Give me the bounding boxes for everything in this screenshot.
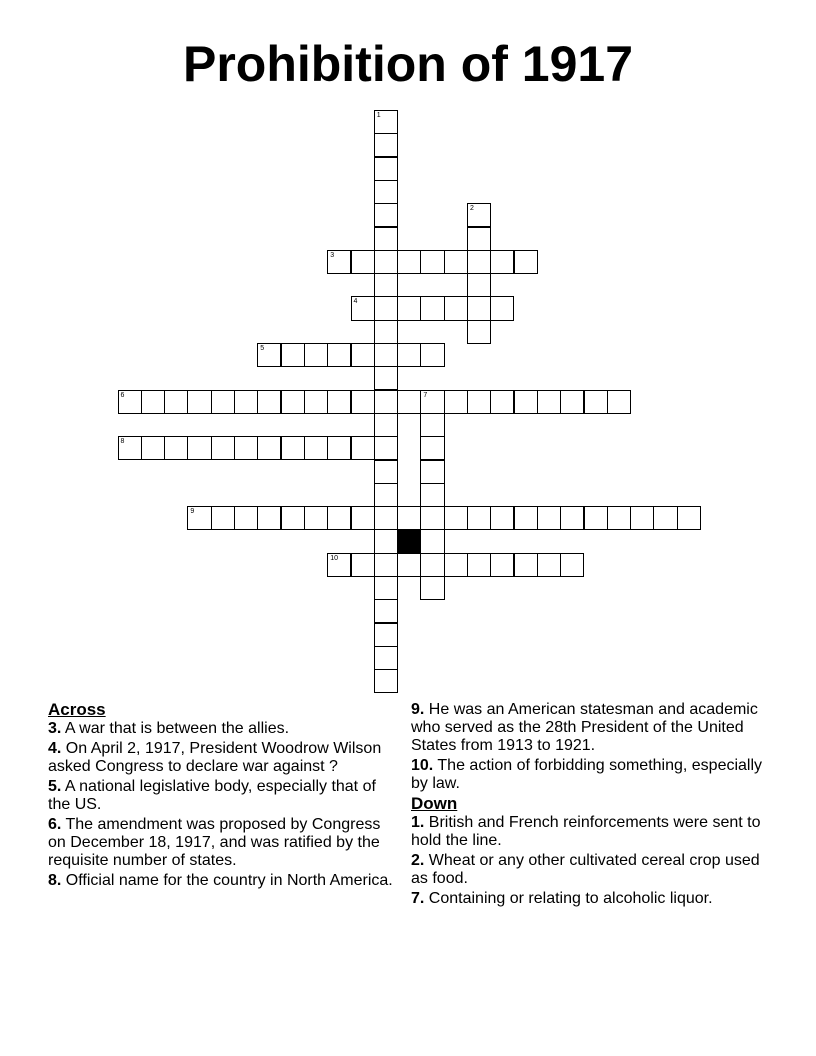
grid-cell[interactable] <box>374 529 398 553</box>
clue-number-label: 3 <box>330 251 335 259</box>
grid-cell[interactable] <box>351 390 375 414</box>
grid-cell[interactable] <box>374 390 398 414</box>
grid-cell[interactable] <box>327 390 351 414</box>
clue-number-label: 8 <box>120 438 125 446</box>
grid-cell[interactable] <box>374 343 398 367</box>
grid-cell[interactable] <box>211 506 235 530</box>
grid-cell[interactable] <box>397 250 421 274</box>
grid-cell[interactable] <box>490 506 514 530</box>
grid-cell[interactable] <box>467 506 491 530</box>
grid-cell[interactable] <box>187 390 211 414</box>
grid-cell[interactable] <box>677 506 701 530</box>
grid-cell[interactable] <box>281 343 305 367</box>
clue-text: A war that is between the allies. <box>64 720 290 737</box>
grid-cell[interactable] <box>444 250 468 274</box>
clue-across-4 <box>48 740 400 776</box>
grid-cell[interactable] <box>374 180 398 204</box>
clue-number: 7. <box>411 890 425 907</box>
grid-cell[interactable] <box>281 390 305 414</box>
clue-number-label: 10 <box>330 554 338 562</box>
grid-cell[interactable] <box>164 390 188 414</box>
grid-cell[interactable] <box>374 483 398 507</box>
grid-cell[interactable] <box>514 250 538 274</box>
grid-cell[interactable] <box>560 390 584 414</box>
grid-cell[interactable] <box>327 436 351 460</box>
grid-cell[interactable] <box>374 599 398 623</box>
grid-cell[interactable] <box>467 390 491 414</box>
grid-cell[interactable] <box>374 227 398 251</box>
grid-cell[interactable] <box>304 436 328 460</box>
grid-cell[interactable] <box>351 250 375 274</box>
clues-column-right <box>411 701 773 910</box>
grid-cell[interactable] <box>420 296 444 320</box>
grid-cell[interactable] <box>327 343 351 367</box>
clue-text: Containing or relating to alcoholic liquor. <box>428 890 713 907</box>
grid-cell[interactable] <box>560 506 584 530</box>
grid-cell[interactable] <box>607 390 631 414</box>
page-title: Prohibition of 1917 <box>182 36 634 92</box>
clue-across-5 <box>48 778 400 814</box>
grid-cell[interactable] <box>351 296 375 320</box>
grid-cell[interactable] <box>234 390 258 414</box>
clue-text: British and French reinforcements were sent to hold the line. <box>411 814 761 849</box>
clue-number: 5. <box>48 778 62 795</box>
grid-cell[interactable] <box>374 203 398 227</box>
grid-cell[interactable] <box>351 506 375 530</box>
grid-cell[interactable] <box>537 506 561 530</box>
down-heading: Down <box>411 794 458 813</box>
grid-cell[interactable] <box>420 460 444 484</box>
grid-cell[interactable] <box>607 506 631 530</box>
clue-down-2 <box>411 852 773 888</box>
grid-cell[interactable] <box>490 553 514 577</box>
grid-cell[interactable] <box>281 436 305 460</box>
clue-across-3 <box>48 720 400 738</box>
clue-number-label: 7 <box>423 391 428 399</box>
grid-cell[interactable] <box>467 553 491 577</box>
grid-cell[interactable] <box>420 529 444 553</box>
grid-cell[interactable] <box>374 366 398 390</box>
grid-cell[interactable] <box>304 390 328 414</box>
grid-cell[interactable] <box>374 110 398 134</box>
grid-cell[interactable] <box>327 250 351 274</box>
grid-cell[interactable] <box>420 436 444 460</box>
grid-cell[interactable] <box>467 273 491 297</box>
clue-across-6 <box>48 816 400 870</box>
grid-cell[interactable] <box>304 343 328 367</box>
grid-cell[interactable] <box>514 506 538 530</box>
grid-cell[interactable] <box>351 553 375 577</box>
grid-cell[interactable] <box>327 506 351 530</box>
grid-cell[interactable] <box>374 623 398 647</box>
clue-down-7 <box>411 890 773 908</box>
grid-cell[interactable] <box>374 576 398 600</box>
grid-cell[interactable] <box>281 506 305 530</box>
clue-text: A national legislative body, especially that of the US. <box>48 778 376 813</box>
grid-cell[interactable] <box>118 436 142 460</box>
grid-cell[interactable] <box>374 157 398 181</box>
grid-cell[interactable] <box>420 553 444 577</box>
grid-cell[interactable] <box>420 413 444 437</box>
grid-cell[interactable] <box>211 390 235 414</box>
clue-down-1 <box>411 814 773 850</box>
grid-cell[interactable] <box>141 436 165 460</box>
clue-text: On April 2, 1917, President Woodrow Wilson asked Congress to declare war against ? <box>48 740 382 775</box>
grid-cell[interactable] <box>490 296 514 320</box>
grid-cell[interactable] <box>257 390 281 414</box>
grid-cell[interactable] <box>397 390 421 414</box>
clue-across-10 <box>411 757 773 793</box>
grid-cell[interactable] <box>653 506 677 530</box>
grid-cell[interactable] <box>257 506 281 530</box>
clue-number-label: 6 <box>120 391 125 399</box>
clue-text: Official name for the country in North America. <box>65 872 393 889</box>
grid-cell[interactable] <box>444 390 468 414</box>
grid-cell[interactable] <box>420 483 444 507</box>
clue-text: Wheat or any other cultivated cereal crop used as food. <box>411 852 760 887</box>
clue-text: The amendment was proposed by Congress on December 18, 1917, and was ratified by the requisite number of states. <box>48 816 381 869</box>
grid-cell[interactable] <box>537 553 561 577</box>
clue-text: He was an American statesman and academic who served as the 28th President of the United States from 1913 to 1921. <box>411 701 758 754</box>
grid-cell[interactable] <box>490 390 514 414</box>
clue-across-8 <box>48 872 400 890</box>
grid-cell[interactable] <box>374 669 398 693</box>
clue-number: 10. <box>411 757 434 774</box>
clue-number-label: 1 <box>376 112 381 119</box>
clue-number: 1. <box>411 814 425 831</box>
grid-cell[interactable] <box>420 250 444 274</box>
clue-number: 6. <box>48 816 62 833</box>
grid-cell[interactable] <box>234 506 258 530</box>
clue-across-9 <box>411 701 773 755</box>
grid-cell[interactable] <box>420 506 444 530</box>
grid-cell[interactable] <box>420 343 444 367</box>
blocked-cell <box>397 529 421 553</box>
grid-cell[interactable] <box>351 436 375 460</box>
clue-text: The action of forbidding something, especially by law. <box>411 757 763 792</box>
grid-cell[interactable] <box>420 576 444 600</box>
grid-cell[interactable] <box>234 436 258 460</box>
clue-number-label: 5 <box>260 345 265 352</box>
grid-cell[interactable] <box>537 390 561 414</box>
clue-number: 2. <box>411 852 425 869</box>
clue-number-label: 2 <box>470 205 474 213</box>
grid-cell[interactable] <box>374 460 398 484</box>
grid-cell[interactable] <box>584 390 608 414</box>
grid-cell[interactable] <box>257 436 281 460</box>
grid-cell[interactable] <box>444 553 468 577</box>
grid-cell[interactable] <box>467 250 491 274</box>
grid-cell[interactable] <box>374 273 398 297</box>
grid-cell[interactable] <box>304 506 328 530</box>
grid-cell[interactable] <box>211 436 235 460</box>
clue-number-label: 4 <box>353 298 358 306</box>
grid-cell[interactable] <box>397 553 421 577</box>
grid-cell[interactable] <box>397 506 421 530</box>
clue-number: 8. <box>48 872 62 889</box>
grid-cell[interactable] <box>327 553 351 577</box>
grid-cell[interactable] <box>420 390 444 414</box>
grid-cell[interactable] <box>141 390 165 414</box>
across-heading: Across <box>48 700 106 719</box>
grid-cell[interactable] <box>374 413 398 437</box>
clue-number-label: 9 <box>190 508 195 516</box>
clue-number: 9. <box>411 701 425 718</box>
grid-cell[interactable] <box>467 320 491 344</box>
grid-cell[interactable] <box>560 553 584 577</box>
grid-cell[interactable] <box>467 203 491 227</box>
grid-cell[interactable] <box>257 343 281 367</box>
grid-cell[interactable] <box>397 343 421 367</box>
clues-column-left <box>48 701 400 892</box>
grid-cell[interactable] <box>374 506 398 530</box>
clue-number: 3. <box>48 720 62 737</box>
clue-number: 4. <box>48 740 62 757</box>
grid-cell[interactable] <box>374 133 398 157</box>
grid-cell[interactable] <box>467 227 491 251</box>
grid-cell[interactable] <box>397 296 421 320</box>
grid-cell[interactable] <box>351 343 375 367</box>
grid-cell[interactable] <box>118 390 142 414</box>
grid-cell[interactable] <box>514 390 538 414</box>
grid-cell[interactable] <box>374 320 398 344</box>
grid-cell[interactable] <box>374 436 398 460</box>
grid-cell[interactable] <box>374 646 398 670</box>
grid-cell[interactable] <box>444 296 468 320</box>
grid-cell[interactable] <box>374 250 398 274</box>
grid-cell[interactable] <box>187 436 211 460</box>
grid-cell[interactable] <box>630 506 654 530</box>
grid-cell[interactable] <box>164 436 188 460</box>
grid-cell[interactable] <box>374 296 398 320</box>
grid-cell[interactable] <box>444 506 468 530</box>
grid-cell[interactable] <box>514 553 538 577</box>
grid-cell[interactable] <box>467 296 491 320</box>
grid-cell[interactable] <box>374 553 398 577</box>
grid-cell[interactable] <box>490 250 514 274</box>
grid-cell[interactable] <box>187 506 211 530</box>
grid-cell[interactable] <box>584 506 608 530</box>
